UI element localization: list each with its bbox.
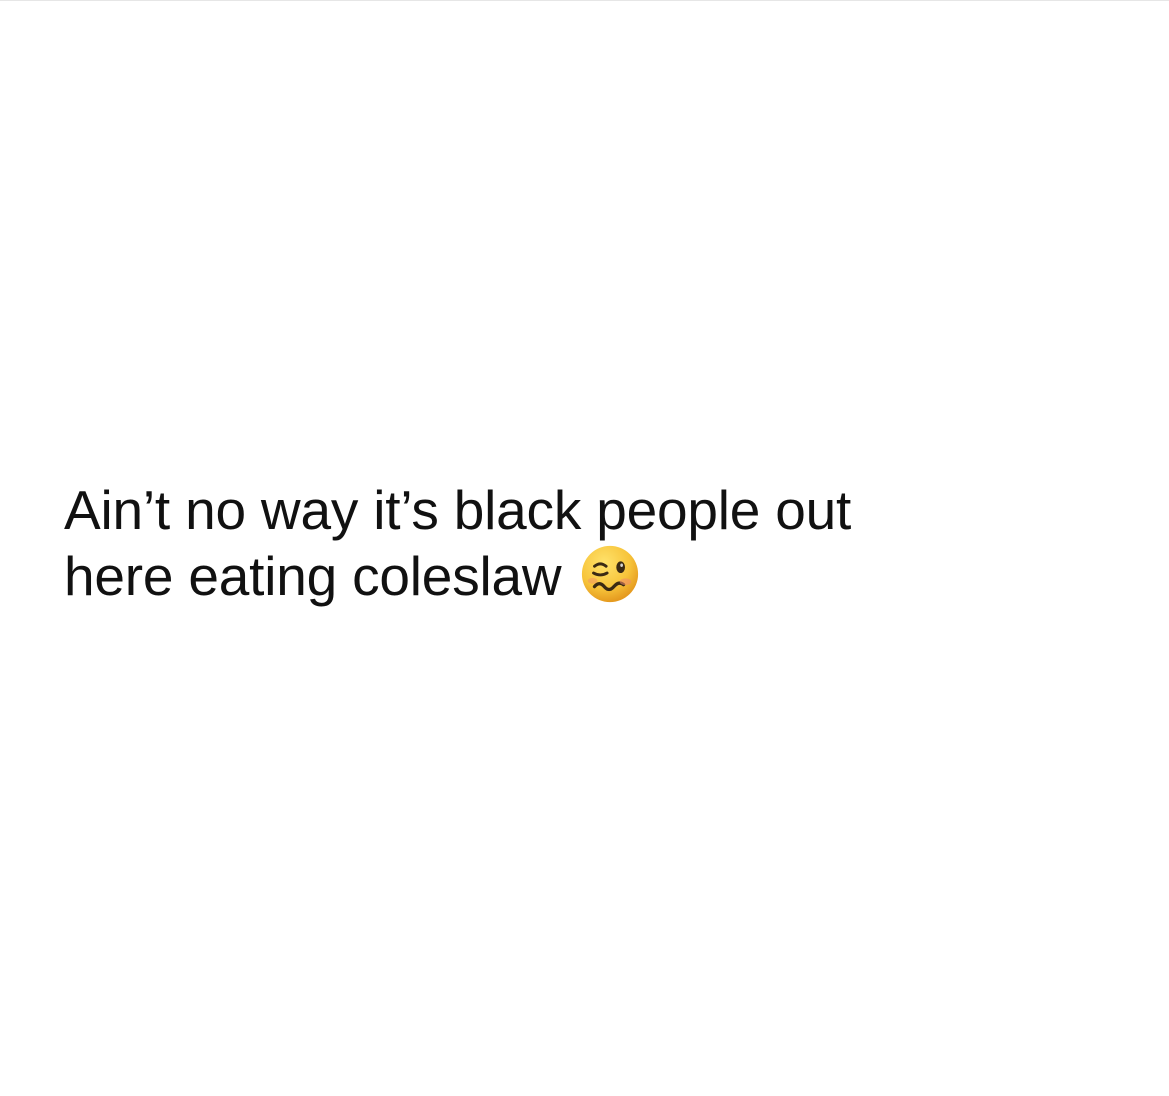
post-text	[64, 477, 1124, 609]
post-text-line-2: here eating coleslaw	[64, 545, 562, 607]
post-text-line-2-wrapper	[64, 543, 1124, 609]
woozy-face-icon	[579, 543, 641, 605]
post-text-line-1: Ain’t no way it’s black people out	[64, 479, 852, 541]
